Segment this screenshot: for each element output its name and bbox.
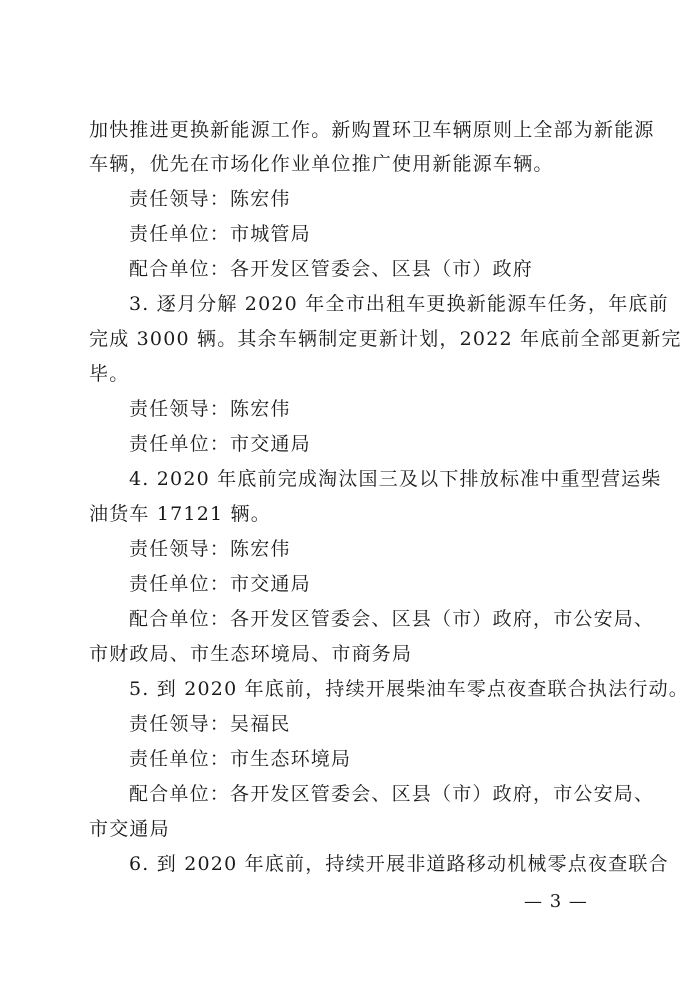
text-line: 加快推进更换新能源工作。新购置环卫车辆原则上全部为新能源 [89,119,655,141]
text-line: 市财政局、市生态环境局、市商务局 [89,643,413,665]
item-4-line: 4. 2020 年底前完成淘汰国三及以下排放标准中重型营运柴 [129,468,662,490]
responsible-leader-line: 责任领导：吴福民 [129,713,291,735]
item-5-line: 5. 到 2020 年底前，持续开展柴油车零点夜查联合执法行动。 [129,678,690,700]
text-line: 毕。 [89,363,130,385]
text-line: 完成 3000 辆。其余车辆制定更新计划，2022 年底前全部更新完 [89,328,682,350]
responsible-unit-line: 责任单位：市城管局 [129,223,311,245]
responsible-unit-line: 责任单位：市生态环境局 [129,748,352,770]
cooperating-unit-line: 配合单位：各开发区管委会、区县（市）政府，市公安局、 [129,783,655,805]
page-number: — 3 — [524,891,588,912]
text-line: 油货车 17121 辆。 [89,503,271,525]
text-line: 车辆，优先在市场化作业单位推广使用新能源车辆。 [89,153,554,175]
responsible-leader-line: 责任领导：陈宏伟 [129,398,291,420]
responsible-unit-line: 责任单位：市交通局 [129,433,311,455]
responsible-leader-line: 责任领导：陈宏伟 [129,538,291,560]
cooperating-unit-line: 配合单位：各开发区管委会、区县（市）政府，市公安局、 [129,608,655,630]
item-3-line: 3. 逐月分解 2020 年全市出租车更换新能源车任务，年底前 [129,293,669,315]
responsible-leader-line: 责任领导：陈宏伟 [129,188,291,210]
text-line: 市交通局 [89,818,170,840]
responsible-unit-line: 责任单位：市交通局 [129,573,311,595]
item-6-line: 6. 到 2020 年底前，持续开展非道路移动机械零点夜查联合 [129,853,669,875]
cooperating-unit-line: 配合单位：各开发区管委会、区县（市）政府 [129,258,534,280]
